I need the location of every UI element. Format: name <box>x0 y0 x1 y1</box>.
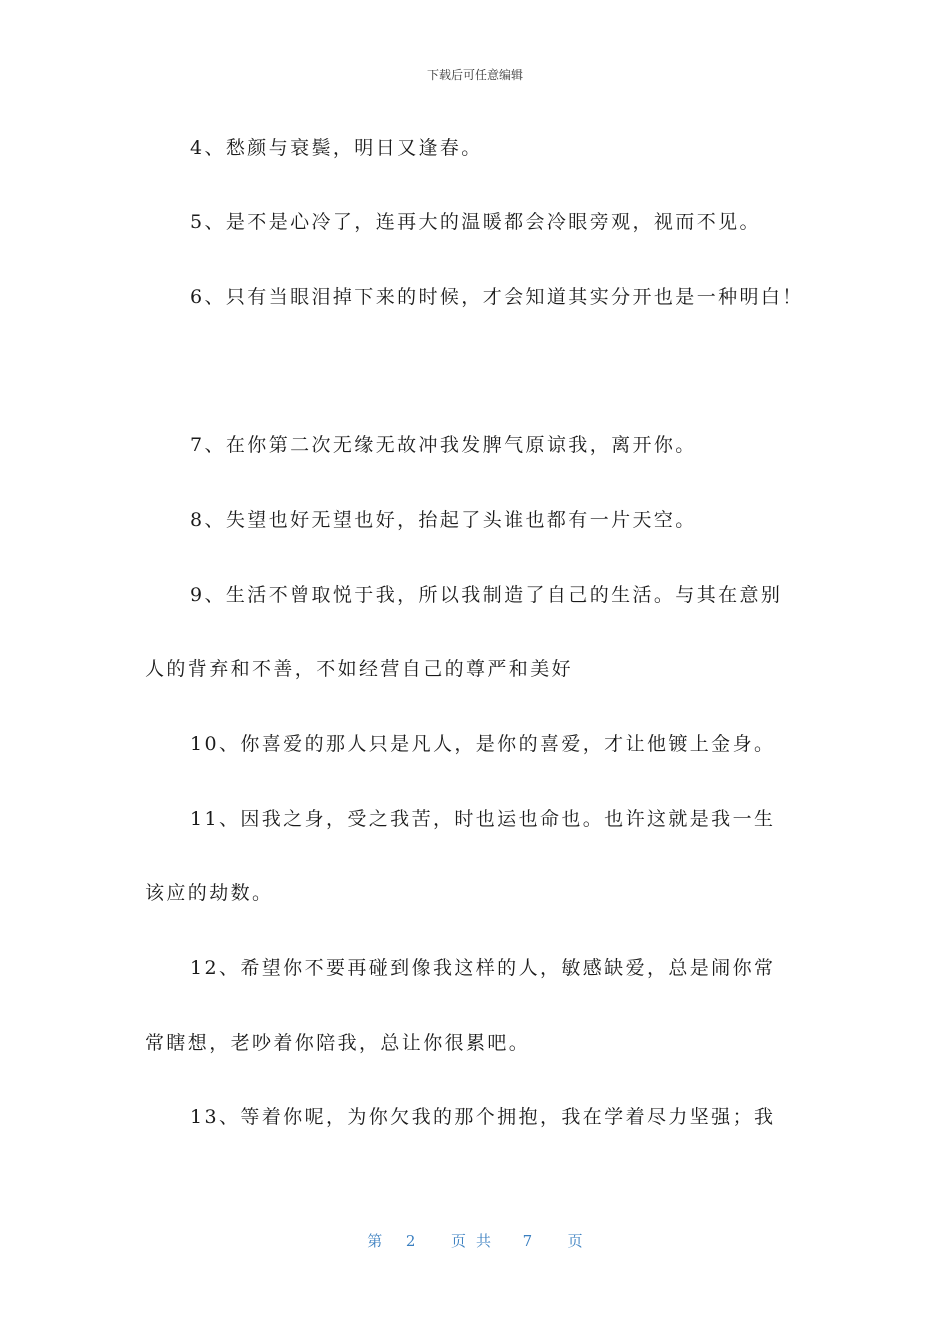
paragraph-line: 7、在你第二次无缘无故冲我发脾气原谅我，离开你。 <box>190 434 697 456</box>
footer-ye: 页 <box>567 1232 583 1250</box>
paragraph-line: 常瞎想，老吵着你陪我，总让你很累吧。 <box>145 1032 531 1054</box>
paragraph-line: 11、因我之身，受之我苦，时也运也命也。也许这就是我一生 <box>190 808 776 830</box>
paragraph-line: 9、生活不曾取悦于我，所以我制造了自己的生活。与其在意别 <box>190 584 783 606</box>
footer-di: 第 <box>367 1232 383 1250</box>
paragraph-line: 12、希望你不要再碰到像我这样的人，敏感缺爱，总是闹你常 <box>190 957 776 979</box>
footer-page-number: 2 <box>405 1232 416 1250</box>
paragraph-line: 人的背弃和不善，不如经营自己的尊严和美好 <box>145 658 574 680</box>
paragraph-line: 该应的劫数。 <box>145 882 274 904</box>
footer-total-pages: 7 <box>522 1232 533 1250</box>
page-header: 下载后可任意编辑 <box>426 68 523 82</box>
footer-ye-gong: 页共 <box>450 1232 501 1250</box>
page-footer <box>0 1230 950 1251</box>
paragraph-line: 5、是不是心冷了，连再大的温暖都会冷眼旁观，视而不见。 <box>190 211 761 233</box>
paragraph-line: 6、只有当眼泪掉下来的时候，才会知道其实分开也是一种明白！ <box>190 286 804 308</box>
paragraph-line: 13、等着你呢，为你欠我的那个拥抱，我在学着尽力坚强；我 <box>190 1106 776 1128</box>
paragraph-line: 4、愁颜与衰鬓，明日又逢春。 <box>190 137 483 159</box>
paragraph-line: 10、你喜爱的那人只是凡人，是你的喜爱，才让他镀上金身。 <box>190 733 776 755</box>
paragraph-line: 8、失望也好无望也好，抬起了头谁也都有一片天空。 <box>190 509 697 531</box>
